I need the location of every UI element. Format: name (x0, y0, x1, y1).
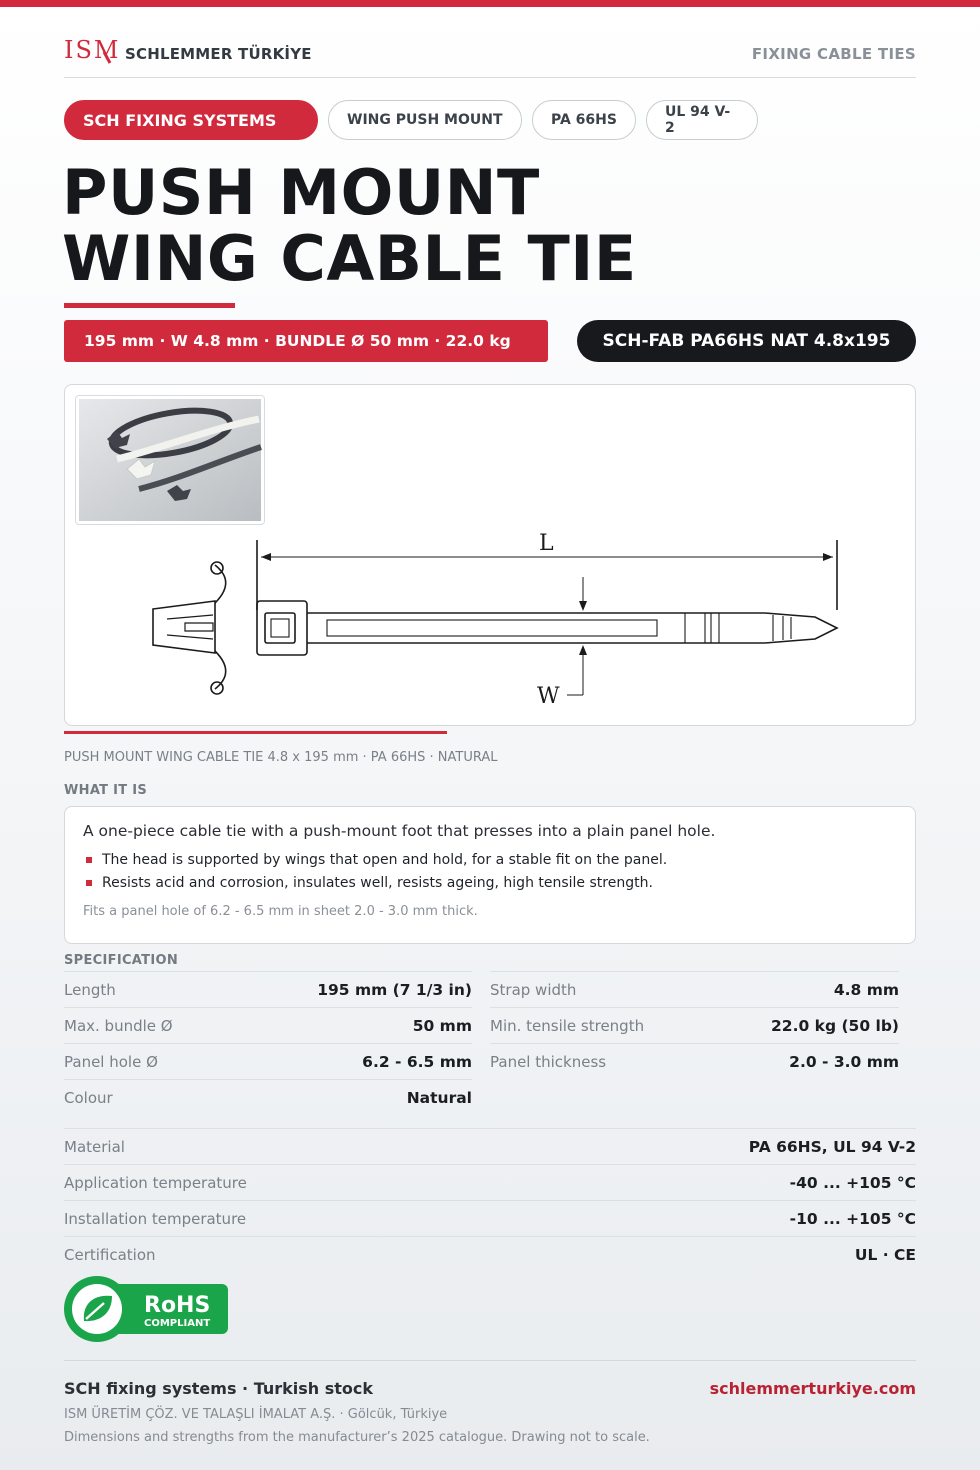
spec-key: Colour (64, 1088, 113, 1107)
list-item: The head is supported by wings that open and hold, for a stable fit on the panel. (83, 852, 897, 868)
key-spec-bar: 195 mm · W 4.8 mm · BUNDLE Ø 50 mm · 22.0 kg (64, 320, 548, 362)
spec-value: -40 ... +105 °C (789, 1173, 916, 1192)
spec-key: Strap width (490, 980, 577, 999)
product-code-badge: SCH-FAB PA66HS NAT 4.8x195 (577, 320, 916, 362)
company-address: ISM ÜRETİM ÇÖZ. VE TALAŞLI İMALAT A.Ş. · Gölcük, Türkiye (64, 1407, 448, 1422)
spec-value: Natural (406, 1088, 472, 1107)
description-card (64, 806, 916, 944)
title-underline (64, 303, 235, 308)
footer-title: SCH fixing systems · Turkish stock (64, 1379, 374, 1398)
table-row (64, 1236, 916, 1272)
product-photo (75, 395, 265, 525)
disclaimer: Dimensions and strengths from the manufacturer’s 2025 catalogue. Drawing not to scale. (64, 1430, 650, 1445)
document-type: FIXING CABLE TIES (751, 45, 916, 63)
chip-type[interactable]: WING PUSH MOUNT (328, 100, 522, 140)
svg-text:L: L (539, 531, 554, 556)
description-note: Fits a panel hole of 6.2 - 6.5 mm in sheet 2.0 - 3.0 mm thick. (83, 904, 478, 919)
svg-text:W: W (537, 684, 560, 709)
ism-logo (64, 30, 121, 66)
svg-text:RoHS: RoHS (144, 1293, 211, 1318)
table-row (64, 1164, 916, 1200)
spec-value: 2.0 - 3.0 mm (789, 1052, 899, 1071)
tag-chips (64, 100, 758, 140)
page-title (62, 156, 637, 295)
spec-key: Min. tensile strength (490, 1016, 645, 1035)
description-lead: A one-piece cable tie with a push-mount foot that presses into a plain panel hole. (83, 822, 716, 840)
spec-value: -10 ... +105 °C (789, 1209, 916, 1228)
spec-column-left (64, 971, 472, 1115)
spec-key: Panel thickness (490, 1052, 607, 1071)
spec-key: Application temperature (64, 1173, 247, 1192)
svg-text:ISM: ISM (64, 36, 121, 64)
figure-caption: PUSH MOUNT WING CABLE TIE 4.8 x 195 mm · PA 66HS · NATURAL (64, 750, 498, 765)
table-row (490, 1007, 899, 1043)
chip-material[interactable]: PA 66HS (532, 100, 636, 140)
rohs-badge (64, 1276, 228, 1342)
svg-text:COMPLIANT: COMPLIANT (144, 1318, 211, 1329)
spec-value: 22.0 kg (50 lb) (771, 1016, 899, 1035)
specification-label: SPECIFICATION (64, 953, 178, 968)
feature-list (83, 852, 897, 891)
spec-key: Length (64, 980, 116, 999)
spec-key: Material (64, 1137, 125, 1156)
spec-key: Certification (64, 1245, 156, 1264)
product-photo-image (79, 399, 261, 521)
what-it-is-label: WHAT IT IS (64, 783, 148, 798)
spec-value: PA 66HS, UL 94 V-2 (748, 1137, 916, 1156)
spec-value: 50 mm (412, 1016, 472, 1035)
top-accent-bar (0, 0, 980, 7)
table-row (64, 1128, 916, 1164)
website-link[interactable]: schlemmerturkiye.com (709, 1379, 916, 1398)
title-line-2: WING CABLE TIE (62, 222, 637, 295)
table-row (64, 1200, 916, 1236)
table-row (64, 971, 472, 1007)
table-row (64, 1043, 472, 1079)
spec-value: UL · CE (854, 1245, 916, 1264)
chip-rating[interactable]: UL 94 V-2 (646, 100, 758, 140)
chip-brand[interactable]: SCH FIXING SYSTEMS (64, 100, 318, 140)
list-item: Resists acid and corrosion, insulates well, resists ageing, high tensile strength. (83, 875, 897, 891)
spec-key: Max. bundle Ø (64, 1016, 173, 1035)
table-row (490, 1043, 899, 1079)
spec-key: Panel hole Ø (64, 1052, 158, 1071)
brand-name: SCHLEMMER TÜRKİYE (125, 45, 312, 63)
spec-column-right (490, 971, 899, 1115)
spec-key: Installation temperature (64, 1209, 247, 1228)
spec-value: 4.8 mm (833, 980, 899, 999)
title-line-1: PUSH MOUNT (62, 156, 540, 229)
spec-table-wide (64, 1128, 916, 1272)
spec-value: 6.2 - 6.5 mm (362, 1052, 472, 1071)
spec-table (64, 971, 899, 1115)
page-header (64, 30, 916, 78)
spec-value: 195 mm (7 1/3 in) (317, 980, 472, 999)
page-footer (64, 1360, 916, 1445)
product-figure (64, 384, 916, 726)
table-row (64, 1079, 472, 1115)
table-row (64, 1007, 472, 1043)
figure-underline (64, 731, 447, 734)
table-row (490, 971, 899, 1007)
